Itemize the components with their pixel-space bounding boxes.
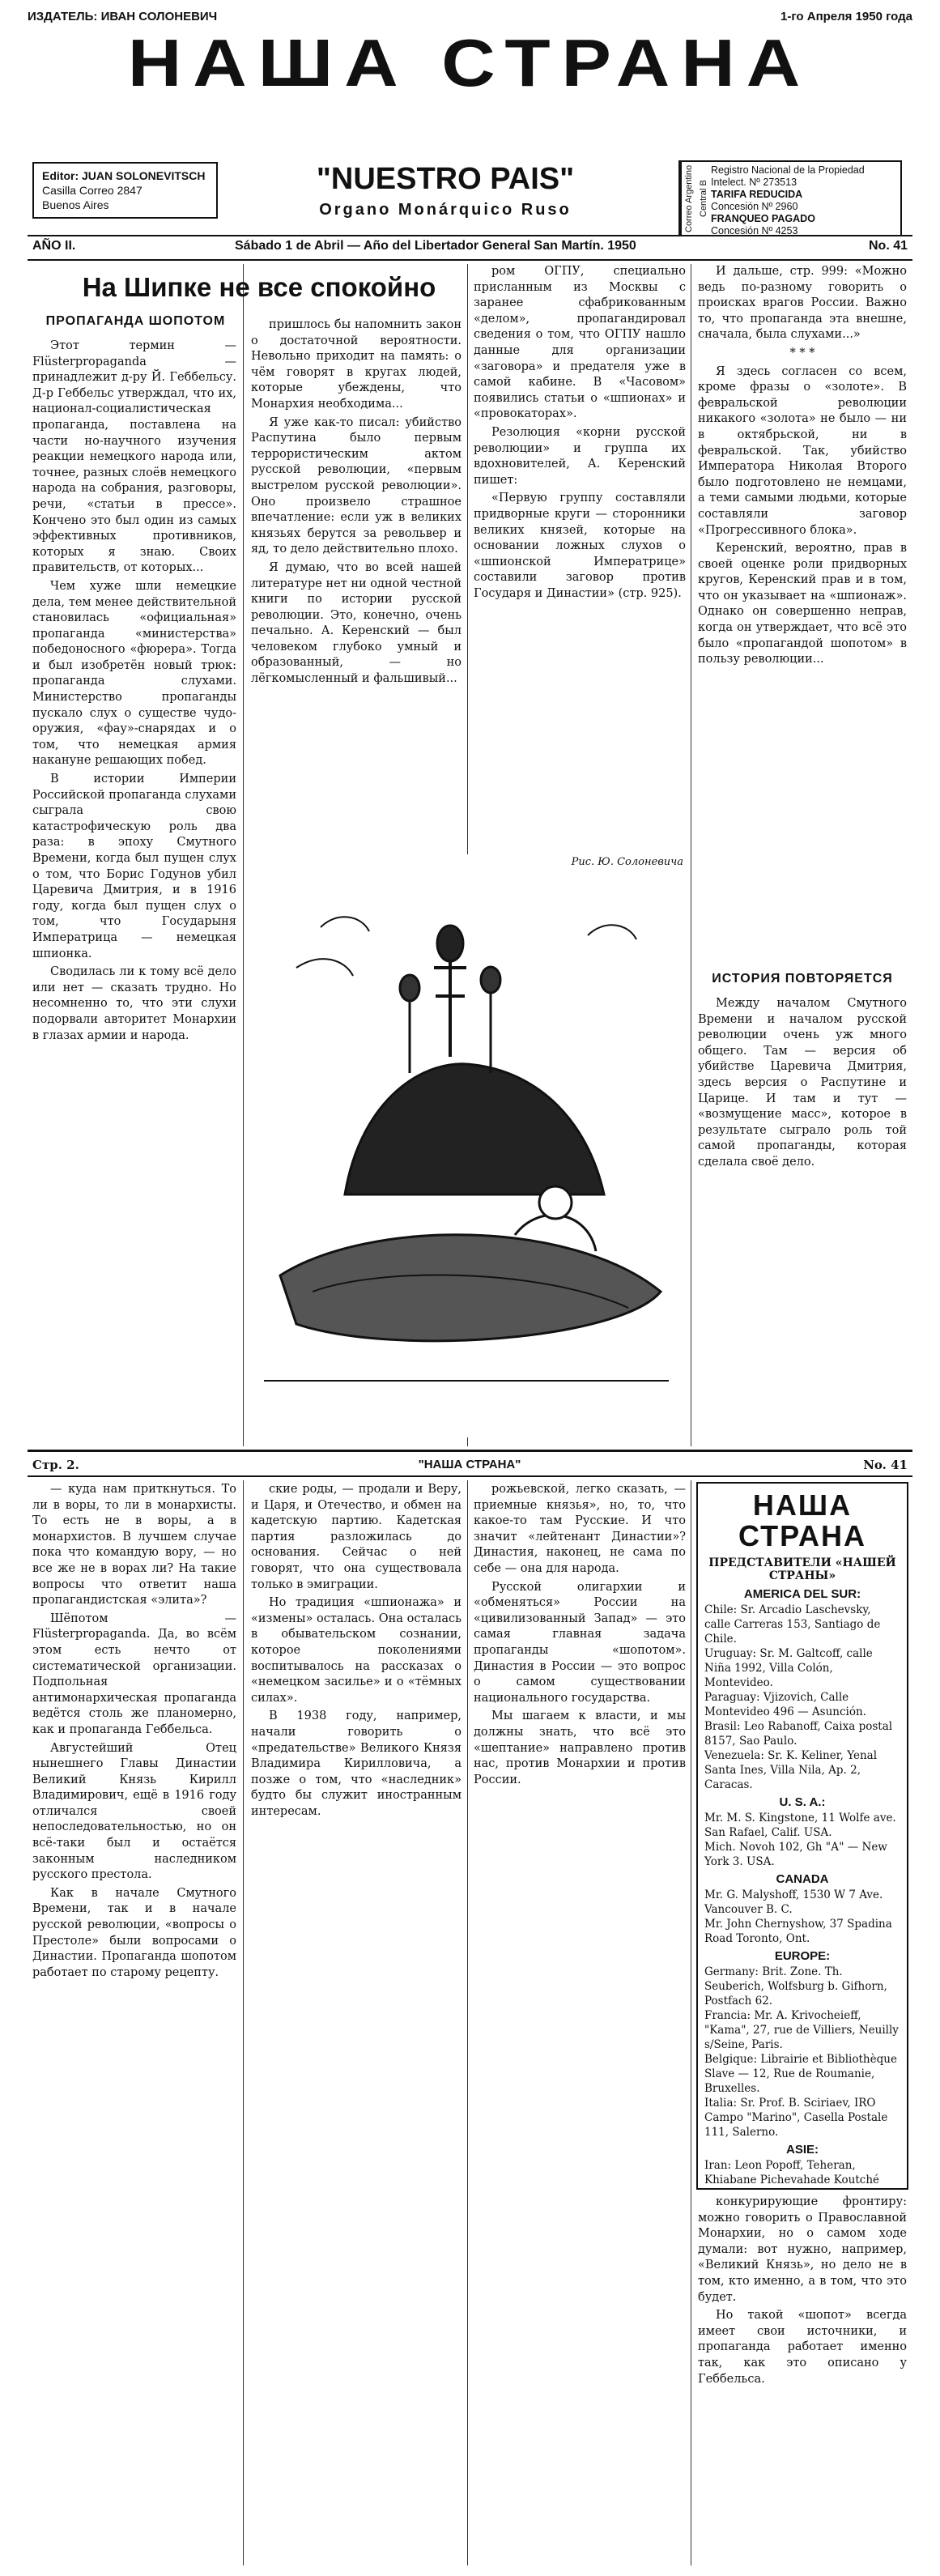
ad-line: Venezuela: Sr. K. Keliner, Yenal Santa Ines, Villa Nila, Ap. 2, Caracas. <box>704 1749 878 1791</box>
ad-logo: НАША СТРАНА <box>738 1488 866 1552</box>
editor-box <box>32 162 218 219</box>
paragraph: В истории Империи Российской пропаганда слухами сыграла свою катастрофическую роль два раза: в эпоху Смутного Времени, когда был пущен слух о том, что Борис Годунов убил Царевича Дмитрия, и в 1916 году, когда был пущен слух о том, что Государыня Императрица — немецкая шпионка. <box>32 773 236 960</box>
p2-col-rule-1 <box>243 1480 244 2565</box>
article-subhead: ПРОПАГАНДА ШОПОТОМ <box>45 314 226 328</box>
article3-body <box>474 264 686 847</box>
ad-line: Mr. G. Malyshoff, 1530 W 7 Ave. Vancouver B. C. <box>704 1888 883 1916</box>
spanish-subtitle: Organo Monárquico Ruso <box>319 201 572 219</box>
correo-box <box>678 160 902 236</box>
concesion-2: Concesión Nº 4253 <box>711 225 798 236</box>
paragraph: Русской олигархии и «обменяться» России на «цивилизованный Запад» — это самая главная задача пропаганды «шопотом». Династия в России — это вопрос о самом существовании национального государства. <box>474 1580 686 1705</box>
paragraph: конкурирующие фронтиру: можно говорить о Православной Монархии, но о самом ходе думали: вот нужно, например, «Великий Князь», но дело не в том, кто именно, а в том, что это будет. <box>698 2195 907 2304</box>
paragraph: ром ОГПУ, специально присланным из Москвы с заранее сфабрикованным «делом», пропагандировал сведения о том, что ОГПУ нашло данные для организации «заговора» и предателя уже в самой кабине. В «Часовом» появились статьи о «шпионах» и «провокаторах». <box>474 265 686 421</box>
issue-year: AÑO II. <box>32 239 76 253</box>
separator: * * * <box>789 346 815 360</box>
cartoon-illustration <box>248 854 688 1437</box>
col-rule-1 <box>243 264 244 1446</box>
paragraph: Чем хуже шли немецкие дела, тем менее действительной становилась «официальная» пропаганда «министерства» победоносного «фюрера». Тогда и был изобретён новый трюк: пропаганда слухами. Министерство пропаганды пускало слух о существе чудо-оружия, «фау»-снарядах и о том, что немецкая армия накануне решающих побед. <box>32 579 236 768</box>
ad-line: Germany: Brit. Zone. Th. Seuberich, Wolfsburg b. Gifhorn, Postfach 62. <box>704 1965 887 2008</box>
ad-section-heading: ASIE: <box>785 2143 819 2157</box>
article2-body <box>251 317 461 844</box>
ad-section-heading: AMERICA DEL SUR: <box>743 1587 861 1601</box>
page2-rule <box>28 1475 912 1477</box>
representatives-ad <box>696 1482 908 2190</box>
page2-issue: No. 41 <box>863 1458 908 1472</box>
paragraph: Сводилась ли к тому всё дело или нет — сказать трудно. Но несомненно то, что эти слухи подорвали авторитет Монархии в глазах армии и народа. <box>32 965 236 1042</box>
article-headline: На Шипке не все спокойно <box>82 272 436 302</box>
ad-line: Francia: Mr. A. Krivocheieff, "Kama", 27, rue de Villiers, Neuilly s/Seine, Paris. <box>704 2009 899 2051</box>
publisher-line: ИЗДАТЕЛЬ: ИВАН СОЛОНЕВИЧ <box>28 10 218 23</box>
page2-number: Стр. 2. <box>32 1458 79 1472</box>
ad-line: Paraguay: Vjizovich, Calle Montevideo 496 — Asunción. <box>704 1691 866 1718</box>
page-divider <box>28 1450 912 1452</box>
ad-line: Italia: Sr. Prof. B. Sciriaev, IRO Campo "Marino", Casella Postale 111, Salerno. <box>704 2097 888 2139</box>
paragraph: ские роды, — продали и Веру, и Царя, и Отечество, и обмен на кадетскую партию. Кадетская партия разложилась до основания. Сейчас о ней говорят, что она существовала только в эмиграции. <box>251 1483 461 1591</box>
masthead-title: НАША СТРАНА <box>127 25 812 100</box>
registro: Registro Nacional de la Propiedad Intelect. Nº 273513 <box>711 164 865 188</box>
paragraph: пришлось бы напомнить закон о достаточной вероятности. Невольно приходит на память: о чём говорят в кругах людей, которые убеждены, что Монархия необходима... <box>251 318 461 411</box>
ad-line: Mr. John Chernyshow, 37 Spadina Road Toronto, Ont. <box>704 1918 892 1945</box>
ad-line: Uruguay: Sr. M. Galtcoff, calle Niña 1992, Villa Colón, Montevideo. <box>704 1647 873 1689</box>
paragraph: Этот термин — Flüsterpropaganda — принадлежит д-ру Й. Геббельсу. Д-р Геббельс утверждал, что их, национал-социалистическая пропаганда, поставлена на части но-научного изучения реакции немецкого народа или, точнее, разных слоёв немецкого народа на собрания, разговоры, речи, «статьи в прессе». Кончено это был один из самых эффективных противников, которых я знаю. Своих правительств, от которых... <box>32 339 236 575</box>
paragraph: Шёпотом — Flüsterpropaganda. Да, во всём этом есть нечто от систематической организации. Подпольная антимонархическая пропаганда ведётся столь же планомерно, как и пропаганда Геббельса. <box>32 1612 236 1736</box>
top-date: 1-го Апреля 1950 года <box>780 10 912 23</box>
issue-number: No. 41 <box>868 239 908 253</box>
ad-line: Mr. M. S. Kingstone, 11 Wolfe ave. San Rafael, Calif. USA. <box>704 1812 896 1839</box>
rule-issue <box>28 259 912 261</box>
ad-line: Brasil: Leo Rabanoff, Caixa postal 8157, Sao Paulo. <box>704 1720 893 1748</box>
article4-body <box>698 264 907 960</box>
ad-section-heading: EUROPE: <box>774 1949 831 1963</box>
ad-section-heading: U. S. A.: <box>779 1795 826 1809</box>
paragraph: Я уже как-то писал: убийство Распутина было первым террористическим актом русской революции, «первым выстрелом русской революции». Оно произвело страшное впечатление: если уж в великих князьях берутся за револьвер и яд, то дело действительно плохо. <box>251 415 461 556</box>
page2-col1 <box>32 1482 236 2567</box>
paragraph: Резолюция «корни русской революции» и группа их вдохновителей, А. Керенский пишет: <box>474 425 686 487</box>
cartoon-drawing <box>248 854 688 1437</box>
editor-casilla: Casilla Correo 2847 <box>42 184 142 197</box>
ad-section-heading: CANADA <box>776 1872 829 1886</box>
editor-name: Editor: JUAN SOLONEVITSCH <box>42 169 206 182</box>
illustration-caption: Рис. Ю. Солоневича <box>571 856 683 868</box>
paragraph: Как в начале Смутного Времени, так и в начале русской революции, «вопросы о Престоле» были вопросами о Династии. Пропаганда шопотом работает по старому рецепту. <box>32 1886 236 1979</box>
paragraph: И дальше, стр. 999: «Можно ведь по-разному говорить о происках врагов России. Важно то, что пропаганда эта внешне, сначала, была слухами...» <box>698 265 907 342</box>
page2-title: "НАША СТРАНА" <box>418 1458 521 1471</box>
paragraph: «Первую группу составляли придворные круги — сторонники великих князей, которые на основании ложных слухов о «шпионской Императрице» составили заговор против Государя и Династии» (стр. 925). <box>474 492 686 600</box>
paragraph: Керенский, вероятно, прав в своей оценке роли придворных кругов, Керенский прав и в том, что он указывает на «шпионаж». Однако он совершенно неправ, когда он утверждает, что всё это было «пропагандой шопотом» в пользу революции... <box>698 542 907 666</box>
franqueo: FRANQUEO PAGADO <box>711 213 815 224</box>
issue-date: Sábado 1 de Abril — Año del Libertador General San Martín. 1950 <box>235 239 636 253</box>
article1-body <box>32 338 236 1440</box>
page2-col2 <box>251 1482 461 2567</box>
editor-city: Buenos Aires <box>42 198 109 211</box>
ad-line: Mich. Novoh 102, Gh "А" — New York 3. USA. <box>704 1841 887 1868</box>
concesion-1: Concesión Nº 2960 <box>711 201 798 212</box>
paragraph: Я думаю, что во всей нашей литературе нет ни одной честной книги по истории русской революции. Это, конечно, очень печально. А. Керенский — был человеком глубоко умный и образованный, — но лёгкомысленный и фальшивый... <box>251 560 461 686</box>
paragraph: Я здесь согласен со всем, кроме фразы о «золоте». В февральской революции никакого «золота» не было — ни в октябрьской, ни в февральской. Так, убийство Императора Николая Второго было подготовлено не немцами, а теми самыми людьми, которые составляли заговор «Прогрессивного блока». <box>698 364 907 537</box>
correo-vertical: Correo Argentino Central B <box>680 162 706 235</box>
paragraph: — куда нам приткнуться. То ли в воры, то ли в монархисты. То есть не в воры, а в монархистов. В лучшем случае пока что командую вору, — но все же не в ворах ли? На такие вопросы что ответит наша пропагандистская «элита»? <box>32 1483 236 1607</box>
paragraph: Мы шагаем к власти, и мы должны знать, что всё это «шептание» направлено против нас, против Монархии и против России. <box>474 1710 686 1786</box>
ad-line: Belgique: Librairie et Bibliothèque Slave — 12, Rue de Roumanie, Bruxelles. <box>704 2053 897 2095</box>
p2-col-rule-2 <box>467 1480 468 2565</box>
paragraph: Августейший Отец нынешнего Главы Династии Великий Князь Кирилл Владимирович, ещё в 1916 году отличался своей непоследовательностью, но он всё-таки был и остаётся законным наследником русского престола. <box>32 1741 236 1882</box>
tarifa: TARIFA REDUCIDA <box>711 189 803 200</box>
article4b-subhead: ИСТОРИЯ ПОВТОРЯЕТСЯ <box>712 972 893 986</box>
ad-line: Iran: Leon Popoff, Teheran, Khiabane Pichevahade Koutché <box>704 2159 880 2186</box>
paragraph: рожьевской, легко сказать, — приемные князья», но, то, что какое-то там Русские. И что значит «лейтенант Династии»? Династия, наконец, не сама по себе — она для народа. <box>474 1483 686 1575</box>
rule-top <box>28 235 912 236</box>
paragraph: В 1938 году, например, начали говорить о «предательстве» Великого Князя Владимира Кирилловича, а позже о том, что «наследник» будто бы служит иностранным интересам. <box>251 1710 461 1818</box>
ad-line: Chile: Sr. Arcadio Laschevsky, calle Carreras 153, Santiago de Chile. <box>704 1603 881 1646</box>
spanish-title: "NUESTRO PAIS" <box>316 162 575 196</box>
paragraph: Но такой «шопот» всегда имеет свои источники, и пропаганда работает именно так, как это описано у Геббельса. <box>698 2309 907 2386</box>
page2-col3 <box>474 1482 686 2567</box>
ad-title: ПРЕДСТАВИТЕЛИ «НАШЕЙ СТРАНЫ» <box>708 1556 896 1582</box>
page2-col4 <box>698 2195 907 2567</box>
paragraph: Между началом Смутного Времени и началом русской революции очень уж много общего. Там — версия об убийстве Царевича Дмитрия, здесь версия о Распутине и Царице. И там и тут — «возмущение масс», которое в результате сыграло роль той самой пропаганды, которая сделала своё дело. <box>698 997 907 1169</box>
article4b-body <box>698 996 907 1441</box>
paragraph: Но традиция «шпионажа» и «измены» осталась. Она осталась в обывательском сознании, которое поколениями воспитывалось на рассказах о «немецком засилье» и о «тёмных силах». <box>251 1596 461 1705</box>
